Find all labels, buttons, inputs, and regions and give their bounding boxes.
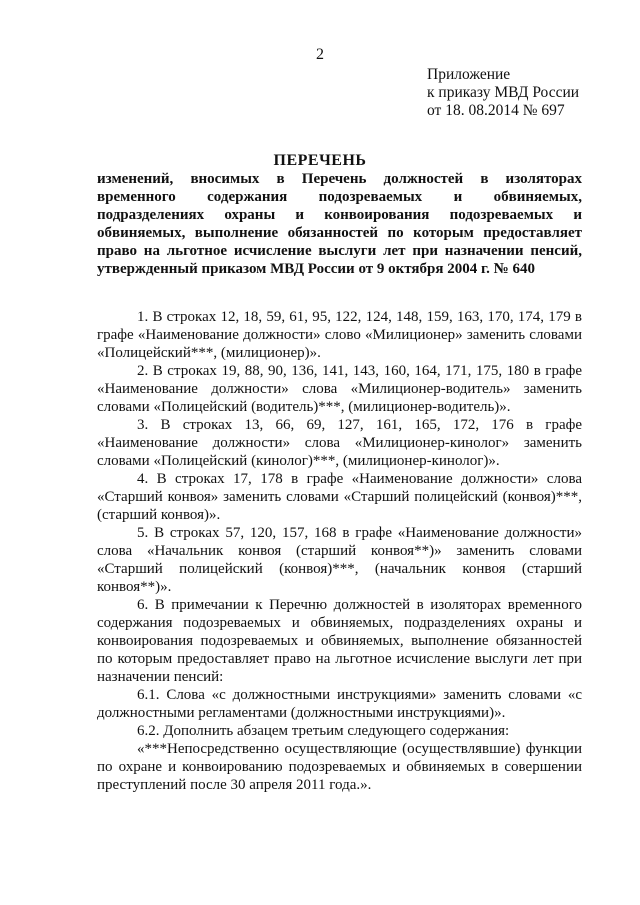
paragraph-6-1: 6.1. Слова «с должностными инструкциями» заменить словами «с должностными регламентами (должностными инструкциями)». bbox=[97, 687, 582, 721]
document-title: ПЕРЕЧЕНЬ bbox=[273, 152, 367, 169]
paragraph-6: 6. В примечании к Перечню должностей в изоляторах временного содержания подозреваемых и обвиняемых, подразделениях охраны и конвоирования подозреваемых и обвиняемых, выполнение обязанностей по которым предоставляет право на льготное исчисление выслуги лет при назначении пенсий: bbox=[97, 597, 582, 685]
paragraph-5: 5. В строках 57, 120, 157, 168 в графе «Наименование должности» слова «Начальник конвоя (старший конвоя**)» заменить словами «Старший полицейский (конвоя)***, (начальник конвоя (старший конвоя**)». bbox=[97, 525, 582, 595]
appendix-block bbox=[427, 66, 579, 120]
paragraph-3: 3. В строках 13, 66, 69, 127, 161, 165, 172, 176 в графе «Наименование должности» слова «Милиционер-кинолог» заменить словами «Полицейский (кинолог)***, (милиционер-кинолог)». bbox=[97, 417, 582, 469]
appendix-line-2: к приказу МВД России bbox=[427, 84, 580, 101]
document-body bbox=[97, 308, 582, 794]
document-subtitle: изменений, вносимых в Перечень должностей в изоляторах временного содержания подозреваемых и обвиняемых, подразделениях охраны и конвоирования подозреваемых и обвиняемых, выполнение обязанностей по которым предоставляет право на льготное исчисление выслуги лет при назначении пенсий, утвержденный приказом МВД России от 9 октября 2004 г. № 640 bbox=[97, 171, 582, 277]
page-number: 2 bbox=[316, 46, 324, 63]
appendix-line-3: от 18. 08.2014 № 697 bbox=[427, 102, 565, 119]
paragraph-2: 2. В строках 19, 88, 90, 136, 141, 143, 160, 164, 171, 175, 180 в графе «Наименование должности» слова «Милиционер-водитель» заменить словами «Полицейский (водитель)***, (милиционер-водитель)». bbox=[97, 363, 582, 415]
paragraph-6-2: 6.2. Дополнить абзацем третьим следующего содержания: bbox=[137, 723, 510, 739]
paragraph-1: 1. В строках 12, 18, 59, 61, 95, 122, 124, 148, 159, 163, 170, 174, 179 в графе «Наименование должности» слово «Милиционер» заменить словами «Полицейский***, (милиционер)». bbox=[97, 309, 582, 361]
appendix-line-1: Приложение bbox=[427, 66, 511, 83]
paragraph-4: 4. В строках 17, 178 в графе «Наименование должности» слова «Старший конвоя» заменить словами «Старший полицейский (конвоя)***, (старший конвоя)». bbox=[97, 471, 582, 523]
paragraph-quote: «***Непосредственно осуществляющие (осуществлявшие) функции по охране и конвоированию подозреваемых и обвиняемых в совершении преступлений после 30 апреля 2011 года.». bbox=[97, 741, 582, 793]
